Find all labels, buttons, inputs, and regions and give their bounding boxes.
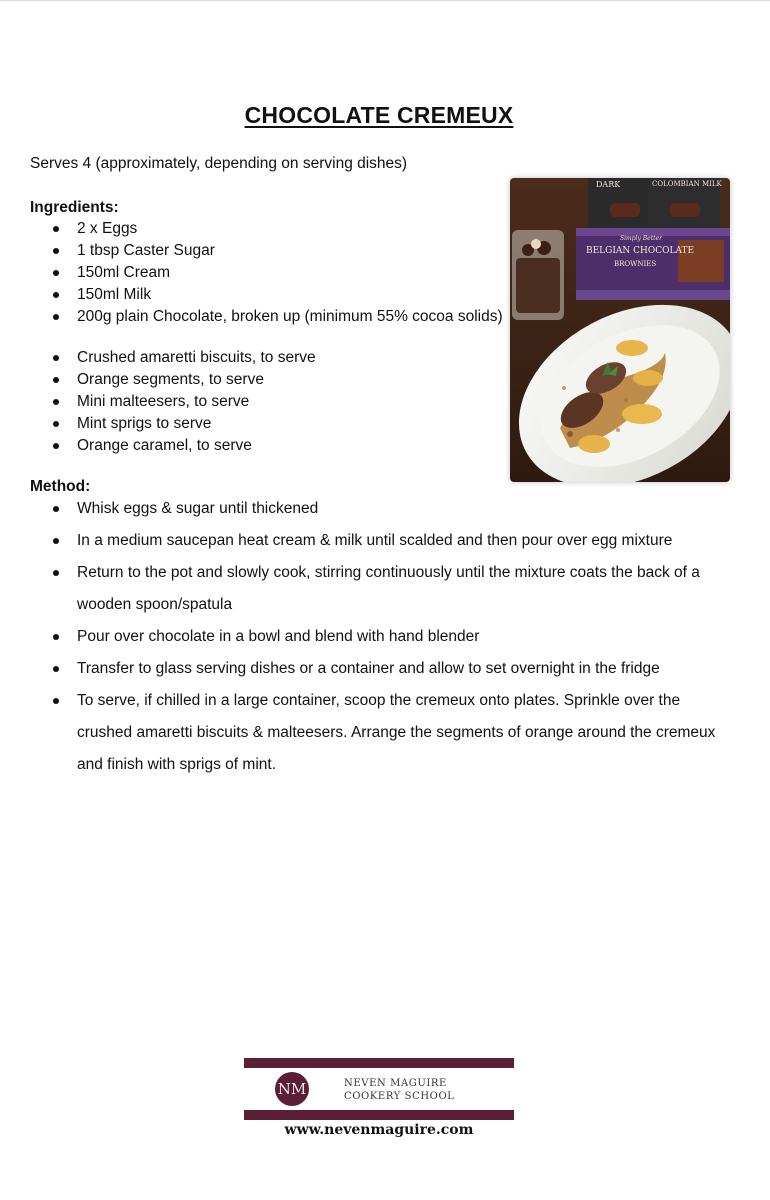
serving-list [30, 347, 316, 457]
bullet-icon [53, 226, 59, 232]
recipe-title: CHOCOLATE CREMEUX [244, 102, 514, 128]
bullet-icon [53, 506, 59, 512]
ingredients-list [30, 218, 503, 328]
dessert-illustration [510, 178, 730, 482]
logo-top-band [244, 1058, 514, 1068]
bullet-icon [53, 355, 59, 361]
bullet-icon [53, 538, 59, 544]
website-link[interactable]: www.nevenmaguire.com [284, 1122, 474, 1138]
box-label-milk: COLOMBIAN MILK [652, 180, 722, 188]
top-divider [0, 0, 770, 1]
box-label-dark: DARK [596, 180, 621, 189]
box-title: BELGIAN CHOCOLATE [586, 246, 695, 256]
cookery-school-logo [244, 1058, 514, 1122]
ingredients-heading: Ingredients: [30, 199, 119, 216]
serving-item: Orange segments, to serve [30, 369, 316, 391]
serves-text: Serves 4 (approximately, depending on serving dishes) [30, 155, 408, 172]
bullet-icon [53, 634, 59, 640]
method-step: Whisk eggs & sugar until thickened [30, 493, 737, 525]
logo-line1: NEVEN MAGUIRE [344, 1078, 447, 1089]
bullet-icon [53, 666, 59, 672]
serving-item: Orange caramel, to serve [30, 435, 316, 457]
serving-item: Crushed amaretti biscuits, to serve [30, 347, 316, 369]
bullet-icon [53, 314, 59, 320]
ingredient-item: 150ml Cream [30, 262, 503, 284]
method-heading: Method: [30, 478, 91, 495]
bullet-icon [53, 443, 59, 449]
method-step: Transfer to glass serving dishes or a container and allow to set overnight in the fridge [30, 653, 737, 685]
bullet-icon [53, 292, 59, 298]
bullet-icon [53, 399, 59, 405]
serving-item: Mint sprigs to serve [30, 413, 316, 435]
method-step: Return to the pot and slowly cook, stirring continuously until the mixture coats the back of a wooden spoon/spatula [30, 557, 737, 621]
bullet-icon [53, 248, 59, 254]
method-list [30, 493, 737, 781]
logo-line2: COOKERY SCHOOL [344, 1091, 455, 1102]
ingredient-item: 2 x Eggs [30, 218, 503, 240]
serving-item: Mini malteesers, to serve [30, 391, 316, 413]
bullet-icon [53, 570, 59, 576]
bullet-icon [53, 421, 59, 427]
box-brand: Simply Better [620, 235, 662, 242]
ingredient-item: 150ml Milk [30, 284, 503, 306]
method-step: To serve, if chilled in a large container, scoop the cremeux onto plates. Sprinkle over the crushed amaretti biscuits & malteesers. Arrange the segments of orange around the cremeux and finish with sprigs of mint. [30, 685, 737, 781]
logo-bottom-band [244, 1110, 514, 1120]
bullet-icon [53, 698, 59, 704]
bullet-icon [53, 270, 59, 276]
bullet-icon [53, 377, 59, 383]
method-step: Pour over chocolate in a bowl and blend with hand blender [30, 621, 737, 653]
dessert-photo [510, 178, 730, 482]
method-step: In a medium saucepan heat cream & milk until scalded and then pour over egg mixture [30, 525, 737, 557]
box-subtitle: BROWNIES [614, 260, 657, 268]
logo-monogram-icon: NM [275, 1072, 309, 1106]
ingredient-item: 200g plain Chocolate, broken up (minimum 55% cocoa solids) [30, 306, 503, 328]
ingredient-item: 1 tbsp Caster Sugar [30, 240, 503, 262]
